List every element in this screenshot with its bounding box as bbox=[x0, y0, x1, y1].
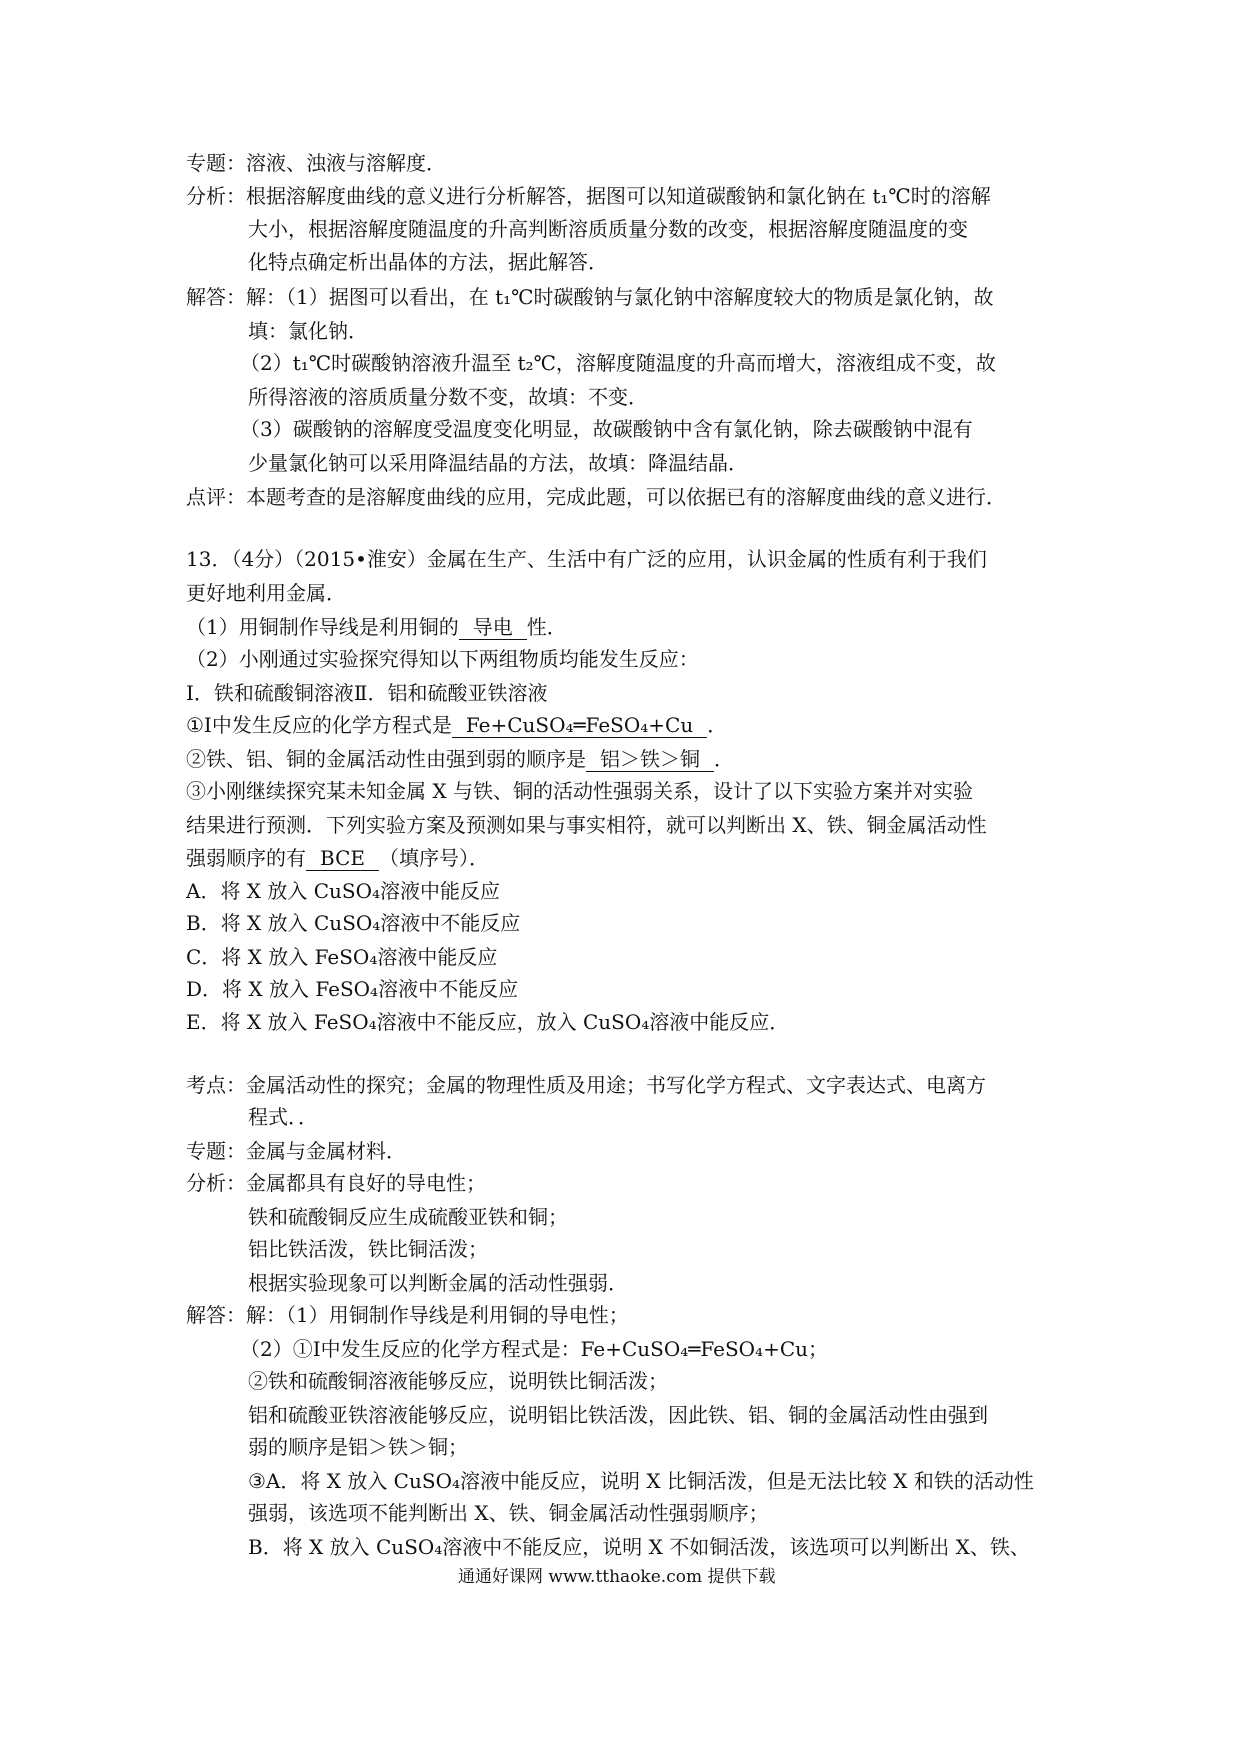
question-title: 13．（4分）（2015•淮安）金属在生产、生活中有广泛的应用，认识金属的性质有利于我们 bbox=[186, 547, 987, 571]
text-line: 根据实验现象可以判断金属的活动性强弱． bbox=[248, 1271, 628, 1295]
text-line bbox=[186, 614, 567, 640]
text-line: 解答：解：（1）用铜制作导线是利用铜的导电性； bbox=[186, 1303, 629, 1327]
text-line: 铝比铁活泼，铁比铜活泼； bbox=[248, 1237, 488, 1261]
text-line: 结果进行预测．下列实验方案及预测如果与事实相符，就可以判断出 X、铁、铜金属活动性 bbox=[186, 813, 987, 837]
option-c: C．将 X 放入 FeSO₄溶液中能反应 bbox=[186, 945, 498, 969]
text-segment: ． bbox=[714, 747, 734, 771]
text-line: 专题：金属与金属材料． bbox=[186, 1139, 406, 1163]
text-segment: （1）用铜制作导线是利用铜的 bbox=[186, 615, 459, 639]
text-line bbox=[186, 712, 727, 738]
text-line: （3）碳酸钠的溶解度受温度变化明显，故碳酸钠中含有氯化钠，除去碳酸钠中混有 bbox=[240, 417, 973, 441]
text-line: （2）小刚通过实验探究得知以下两组物质均能发生反应： bbox=[186, 647, 699, 671]
text-segment: ②铁、铝、铜的金属活动性由强到弱的顺序是 bbox=[186, 747, 586, 771]
text-line: （2）①Ⅰ中发生反应的化学方程式是：Fe+CuSO₄═FeSO₄+Cu； bbox=[240, 1337, 829, 1361]
option-d: D．将 X 放入 FeSO₄溶液中不能反应 bbox=[186, 977, 519, 1001]
text-segment: 强弱顺序的有 bbox=[186, 846, 306, 870]
text-line: ②铁和硫酸铜溶液能够反应，说明铁比铜活泼； bbox=[248, 1369, 668, 1393]
text-line: 强弱，该选项不能判断出 X、铁、铜金属活动性强弱顺序； bbox=[248, 1501, 769, 1525]
text-line: 分析：金属都具有良好的导电性； bbox=[186, 1171, 486, 1195]
text-line: 铝和硫酸亚铁溶液能够反应，说明铝比铁活泼，因此铁、铝、铜的金属活动性由强到 bbox=[248, 1403, 988, 1427]
text-line: B．将 X 放入 CuSO₄溶液中不能反应，说明 X 不如铜活泼，该选项可以判断出 X、铁、 bbox=[248, 1535, 1030, 1559]
text-segment: ． bbox=[707, 713, 728, 737]
text-line: 所得溶液的溶质质量分数不变，故填：不变． bbox=[248, 385, 648, 409]
text-line bbox=[186, 845, 489, 871]
text-line: 程式．． bbox=[248, 1105, 318, 1129]
text-line: 点评：本题考查的是溶解度曲线的应用，完成此题，可以依据已有的溶解度曲线的意义进行． bbox=[186, 485, 1006, 509]
option-a: A．将 X 放入 CuSO₄溶液中能反应 bbox=[186, 879, 501, 903]
text-line: 更好地利用金属． bbox=[186, 581, 346, 605]
text-line: Ⅰ．铁和硫酸铜溶液Ⅱ．铝和硫酸亚铁溶液 bbox=[186, 681, 548, 705]
text-line: 少量氯化钠可以采用降温结晶的方法，故填：降温结晶． bbox=[248, 451, 748, 475]
text-line: 专题：溶液、浊液与溶解度． bbox=[186, 151, 446, 175]
answer-blank: 导电 bbox=[459, 615, 527, 640]
text-line: ③小刚继续探究某未知金属 X 与铁、铜的活动性强弱关系，设计了以下实验方案并对实验 bbox=[186, 779, 973, 803]
option-e: E．将 X 放入 FeSO₄溶液中不能反应，放入 CuSO₄溶液中能反应． bbox=[186, 1010, 790, 1034]
answer-blank: 铝＞铁＞铜 bbox=[586, 747, 714, 772]
text-line: 铁和硫酸铜反应生成硫酸亚铁和铜； bbox=[248, 1205, 568, 1229]
text-line: ③A．将 X 放入 CuSO₄溶液中能反应，说明 X 比铜活泼，但是无法比较 X 和铁的活动性 bbox=[248, 1469, 1034, 1493]
text-line bbox=[186, 746, 734, 772]
answer-blank: BCE bbox=[306, 846, 379, 871]
text-line: 填：氯化钠． bbox=[248, 319, 368, 343]
text-line: （2）t₁℃时碳酸钠溶液升温至 t₂℃，溶解度随温度的升高而增大，溶液组成不变，故 bbox=[240, 351, 996, 375]
text-segment: ①Ⅰ中发生反应的化学方程式是 bbox=[186, 713, 452, 737]
text-segment: （填序号）． bbox=[378, 846, 489, 870]
option-b: B．将 X 放入 CuSO₄溶液中不能反应 bbox=[186, 911, 521, 935]
text-line: 化特点确定析出晶体的方法，据此解答． bbox=[248, 250, 608, 274]
answer-blank: Fe+CuSO₄═FeSO₄+Cu bbox=[452, 713, 707, 738]
text-line: 弱的顺序是铝＞铁＞铜； bbox=[248, 1435, 468, 1459]
text-line: 解答：解：（1）据图可以看出，在 t₁℃时碳酸钠与氯化钠中溶解度较大的物质是氯化钠，故 bbox=[186, 285, 994, 309]
page-footer: 通通好课网 www.tthaoke.com 提供下载 bbox=[458, 1567, 776, 1587]
text-line: 大小，根据溶解度随温度的升高判断溶质质量分数的改变，根据溶解度随温度的变 bbox=[248, 217, 968, 241]
text-line: 考点：金属活动性的探究；金属的物理性质及用途；书写化学方程式、文字表达式、电离方 bbox=[186, 1073, 986, 1097]
text-segment: 性． bbox=[526, 615, 567, 639]
text-line: 分析：根据溶解度曲线的意义进行分析解答，据图可以知道碳酸钠和氯化钠在 t₁℃时的溶解 bbox=[186, 184, 991, 208]
